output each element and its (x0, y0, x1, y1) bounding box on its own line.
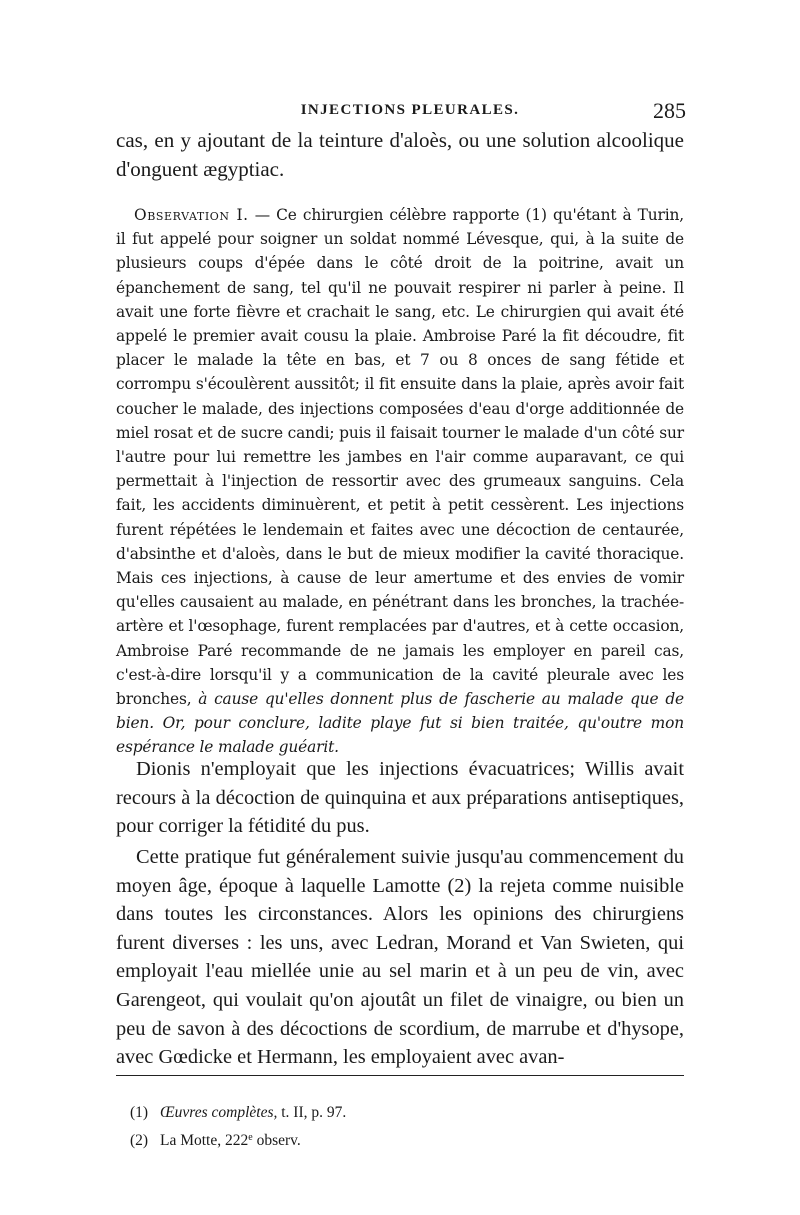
footnote-text-end: observ. (252, 1132, 301, 1149)
footnote-1 (130, 1100, 650, 1125)
footnotes (130, 1100, 650, 1153)
footnote-2 (130, 1125, 650, 1153)
page-header (114, 100, 686, 124)
observation-text: — Ce chirurgien célèbre rapporte (1) qu'étant à Turin, il fut appelé pour soigner un soldat nommé Lévesque, qui, à la suite de plusieurs coups d'épée dans le côté droit de la poitrine, avait un épanchement de sang, tel qu'il ne pouvait respirer ni parler à peine. Il avait une forte fièvre et crachait le sang, etc. Le chirurgien qui avait été appelé le premier avait cousu la plaie. Ambroise Paré la fit découdre, fit placer le malade la tête en bas, et 7 ou 8 onces de sang fétide et corrompu s'écoulèrent aussitôt; il fit ensuite dans la plaie, après avoir fait coucher le malade, des injections composées d'eau d'orge additionnée de miel rosat et de sucre candi; puis il faisait tourner le malade d'un côté sur l'autre pour lui remettre les jambes en l'air comme auparavant, ce qui permettait à l'injection de ressortir avec des grumeaux sanguins. Cela fait, les accidents diminuèrent, et petit à petit cessèrent. Les injections furent répétées le lendemain et faites avec une décoction de centaurée, d'absinthe et d'aloès, dans le but de mieux modifier la cavité thoracique. Mais ces injections, à cause de leur amertume et des envies de vomir qu'elles causaient au malade, en pénétrant dans les bronches, la trachée-artère et l'œsophage, furent remplacées par d'autres, et à cette occasion, Ambroise Paré recommande de ne jamais les employer en pareil cas, c'est-à-dire lorsqu'il y a communication de la cavité pleurale avec les bronches, (116, 206, 684, 709)
practice-paragraph (116, 843, 684, 1072)
lead-text: cas, en y ajoutant de la teinture d'aloès, ou une solution alcoolique d'onguent ægyptiac. (116, 128, 684, 181)
observation-paragraph (116, 203, 684, 760)
footnote-text: La Motte, 222 (160, 1132, 249, 1149)
footnote-divider (116, 1075, 684, 1076)
observation-label: Observation I. (134, 206, 249, 224)
running-head: INJECTIONS PLEURALES. (300, 102, 520, 118)
dionis-paragraph (116, 755, 684, 841)
dionis-text: Dionis n'employait que les injections évacuatrices; Willis avait recours à la décoction de quinquina et aux préparations antiseptiques, pour corriger la fétidité du pus. (116, 758, 684, 838)
footnote-number: (1) (130, 1104, 149, 1121)
practice-text: Cette pratique fut généralement suivie jusqu'au commencement du moyen âge, époque à laquelle Lamotte (2) la rejeta comme nuisible dans toutes les circonstances. Alors les opinions des chirurgiens furent diverses : les uns, avec Ledran, Morand et Van Swieten, qui employait l'eau miellée unie au sel marin et à un peu de vin, avec Garengeot, qui voulait qu'on ajoutât un filet de vinaigre, ou bien un peu de savon à des décoctions de scordium, de marrube et d'hysope, avec Gœdicke et Hermann, les employaient avec avan- (116, 846, 684, 1069)
footnote-superscript: e (248, 1132, 253, 1143)
footnote-text: t. II, p. 97. (277, 1104, 347, 1121)
lead-paragraph (116, 126, 684, 184)
page-number: 285 (653, 98, 686, 123)
footnote-number: (2) (130, 1132, 149, 1149)
observation-quote: à cause qu'elles donnent plus de fascherie au malade que de bien. Or, pour conclure, ladite playe fut si bien traitée, qu'outre mon espérance le malade guéarit. (116, 690, 684, 757)
footnote-title: Œuvres complètes, (160, 1104, 278, 1121)
